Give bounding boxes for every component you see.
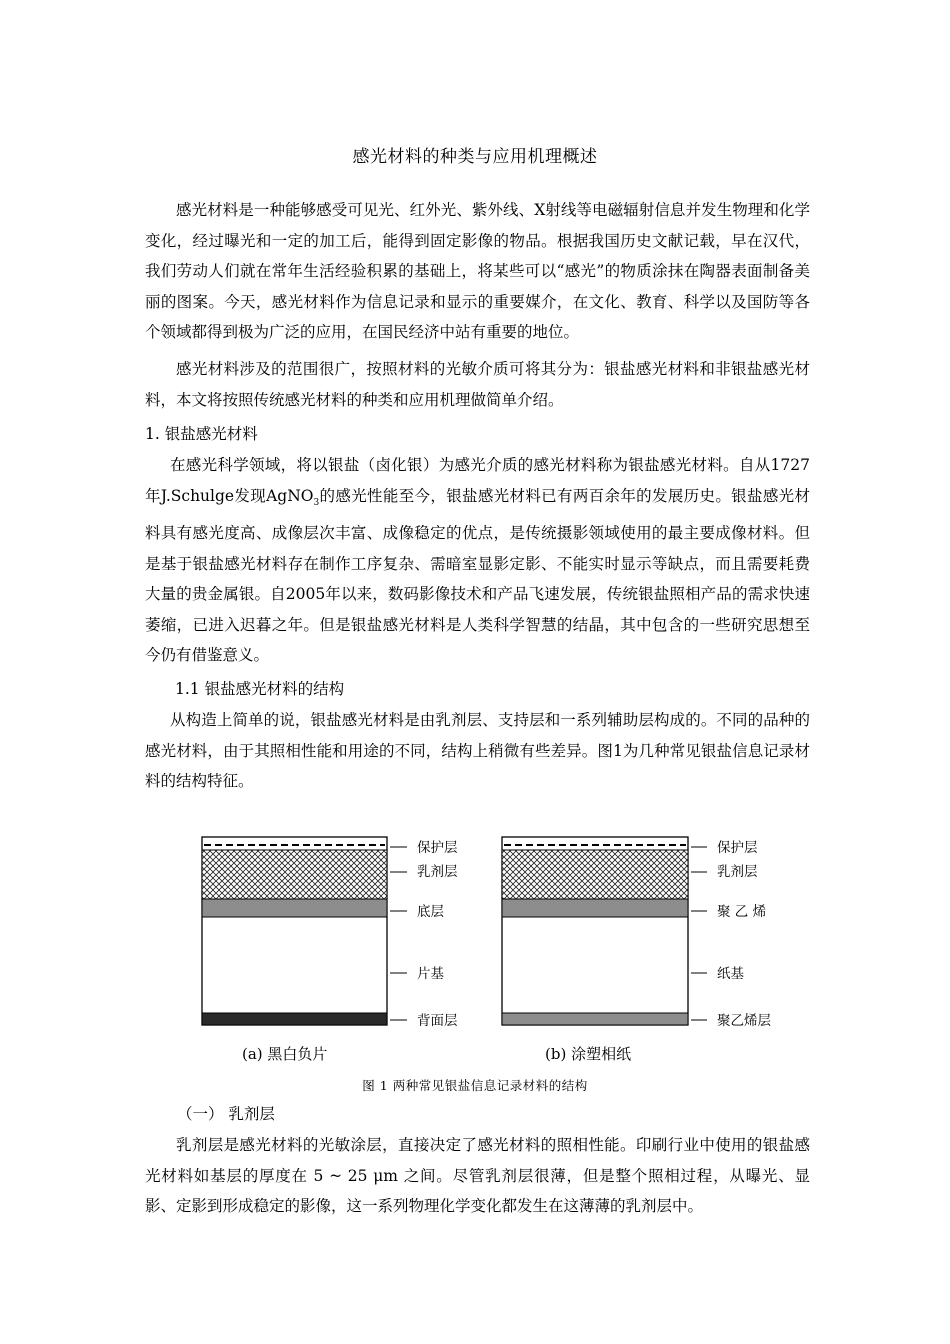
section-1-1-paragraph: 从构造上简单的说，银盐感光材料是由乳剂层、支持层和一系列辅助层构成的。不同的品种的感光材料，由于其照相性能和用途的不同，结构上稍微有些差异。图1为几种常见银盐信息记录材料的结构特征。 bbox=[145, 711, 810, 790]
section-1-text-b: 的感光性能至今，银盐感光材料已有两百余年的发展历史。银盐感光材料具有感光度高、成像层次丰富、成像稳定的优点，是传统摄影领域使用的最主要成像材料。但是基于银盐感光材料存在制作工序复杂、需暗室显影定影、不能实时显示等缺点，而且需要耗费大量的贵金属银。自2005年以来，数码影像技术和产品飞速发展，传统银盐照相产品的需求快速萎缩，已进入迟暮之年。但是银盐感光材料是人类科学智慧的结晶，其中包含的一些研究思想至今仍有借鉴意义。 bbox=[145, 486, 810, 665]
intro-paragraph-1: 感光材料是一种能够感受可见光、红外光、紫外线、X射线等电磁辐射信息并发生物理和化学变化，经过曝光和一定的加工后，能得到固定影像的物品。根据我国历史文献记载，早在汉代，我们劳动人们就在常年生活经验积累的基础上，将某些可以“感光”的物质涂抹在陶器表面制备美丽的图案。今天，感光材料作为信息记录和显示的重要媒介，在文化、教育、科学以及国防等各个领域都得到极为广泛的应用，在国民经济中站有重要的地位。 bbox=[145, 201, 810, 341]
emulsion-heading: （一） 乳剂层 bbox=[177, 1105, 275, 1123]
right-label-polyethylene: 聚 乙 烯 bbox=[717, 904, 767, 920]
left-label-backing: 背面层 bbox=[417, 1013, 458, 1029]
right-polyethylene-back-layer bbox=[502, 1013, 688, 1025]
right-stack bbox=[502, 837, 688, 1025]
intro-paragraph-2: 感光材料涉及的范围很广，按照材料的光敏介质可将其分为：银盐感光材料和非银盐感光材料，本文将按照传统感光材料的种类和应用机理做简单介绍。 bbox=[145, 360, 810, 409]
section-1-heading: 1. 银盐感光材料 bbox=[145, 425, 258, 443]
left-subbing-layer bbox=[202, 899, 387, 917]
right-label-emulsion: 乳剂层 bbox=[717, 864, 758, 880]
left-label-emulsion: 乳剂层 bbox=[417, 864, 458, 880]
section-1-1-heading: 1.1 银盐感光材料的结构 bbox=[175, 680, 345, 698]
left-label-base: 片基 bbox=[417, 966, 444, 982]
left-emulsion-layer bbox=[202, 850, 387, 899]
figure-caption: 图 1 两种常见银盐信息记录材料的结构 bbox=[362, 1078, 588, 1093]
left-stack bbox=[202, 837, 387, 1025]
page-title: 感光材料的种类与应用机理概述 bbox=[352, 147, 598, 167]
emulsion-paragraph: 乳剂层是感光材料的光敏涂层，直接决定了感光材料的照相性能。印刷行业中使用的银盐感光材料如基层的厚度在 5 ~ 25 μm 之间。尽管乳剂层很薄，但是整个照相过程，从曝光、显影、定影到形成稳定的影像，这一系列物理化学变化都发生在这薄薄的乳剂层中。 bbox=[145, 1136, 810, 1215]
figure-1 bbox=[195, 830, 795, 1110]
section-1-paragraph bbox=[145, 450, 810, 671]
right-label-polyethylene-back: 聚乙烯层 bbox=[717, 1013, 771, 1029]
section-1-text-a: 在感光科学领域，将以银盐（卤化银）为感光介质的感光材料称为银盐感光材料。自从1727年J.Schulge发现AgNO bbox=[145, 456, 810, 505]
subscript-3: 3 bbox=[313, 497, 320, 508]
left-backing-layer bbox=[202, 1013, 387, 1025]
right-label-protective: 保护层 bbox=[717, 840, 758, 856]
right-sub-caption: (b) 涂塑相纸 bbox=[545, 1045, 632, 1063]
left-label-protective: 保护层 bbox=[417, 840, 458, 856]
right-leader-lines bbox=[691, 847, 707, 1020]
right-label-paper-base: 纸基 bbox=[717, 966, 744, 982]
right-emulsion-layer bbox=[502, 850, 688, 899]
left-label-subbing: 底层 bbox=[417, 904, 444, 920]
structure-diagram bbox=[195, 830, 795, 1110]
left-leader-lines bbox=[390, 847, 407, 1020]
left-sub-caption: (a) 黑白负片 bbox=[242, 1045, 328, 1063]
right-polyethylene-layer bbox=[502, 899, 688, 917]
